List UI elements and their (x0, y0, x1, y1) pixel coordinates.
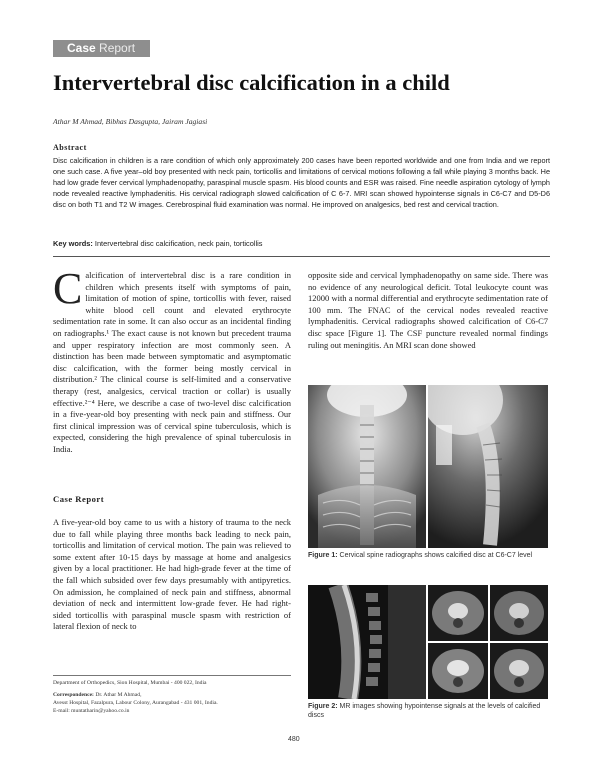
xray-ap-graphic (308, 385, 426, 548)
page-number: 480 (288, 736, 300, 743)
mri-axial-4-graphic (490, 643, 548, 699)
keywords (53, 239, 263, 248)
mri-sagittal-graphic (308, 585, 426, 699)
abstract-heading: Abstract (53, 143, 87, 152)
figure2-image-axial-1 (428, 585, 488, 641)
mri-axial-1-graphic (428, 585, 488, 641)
footnote-corr-label: Correspondence: (53, 692, 94, 698)
keywords-label: Key words: (53, 239, 93, 248)
keywords-text: Intervertebral disc calcification, neck pain, torticollis (92, 239, 263, 248)
footnote-corr-name: Dr. Athar M Ahmad, (93, 692, 142, 698)
drop-cap: C (53, 264, 83, 313)
figure1-label: Figure 1: (308, 552, 338, 559)
section-tag-bold: Case (67, 41, 96, 55)
figure2-image-axial-3 (428, 643, 488, 699)
authors: Athar M Ahmad, Bibhas Dasgupta, Jairam Jagiasi (53, 117, 208, 126)
figure1-image-ap (308, 385, 426, 548)
footnote-email: E-mail: muntatharin@yahoo.co.in (53, 708, 130, 714)
section-tag-light: Report (95, 41, 136, 55)
footnote-address: Avesst Hospital, Fazalpura, Labour Colony, Aurangabad - 431 001, India. (53, 700, 218, 706)
intro-paragraph (53, 264, 291, 456)
mri-axial-2-graphic (490, 585, 548, 641)
figure1-caption (308, 551, 548, 560)
article-title: Intervertebral disc calcification in a child (53, 70, 450, 95)
abstract-text: Disc calcification in children is a rare condition of which only approximately 200 cases have been reported worldwide and one from India and we report one such case. A five year–old boy presented with neck pain, torticollis and limitations of cervical motions following a fall while playing 3 months back. He had low grade fever cervical lymphadenopathy, paraspinal muscle spasm. His blood counts and ESR was raised. Fine needle aspiration cytology of lymph node revealed reactive lymphadenitis. His cervical radiograph slowed calcification of C 6-7. MRI scan showed hypointense signals in C6-C7 and D5-D6 disc on both T1 and T2 W images. Cerebrospinal fluid examination was normal. He improved on analgesics, bed rest and cervical traction. (53, 156, 550, 209)
case-report-heading: Case Report (53, 494, 105, 504)
figure2-image-axial-4 (490, 643, 548, 699)
case-report-text: A five-year-old boy came to us with a history of trauma to the neck due to fall while playing three months back leading to neck pain, torticollis and limitation of cervical motion. The pain was relieved to some extent after 10-15 days by massage at home and analgesics given by a local practitioner. He had high-grade fever at the time of the fall which subsided over few days presumably with antipyretics. On admission, he complained of neck pain and stiffness, abnormal deviation of neck and intermittent low-grade fever. He had right-sided torticollis with paraspinal muscle spasm with restriction of lateral flexion of neck to (53, 517, 291, 632)
intro-text: alcification of intervertebral disc is a rare condition in children which presents itself with symptoms of pain, limitation of motion of spine, torticollis with fever, raised white blood cell count and elevated erythrocyte sedimentation rate in some. It can also occur as an incidental finding on radiographs.¹ The exact cause is not known but precedent trauma and upper respiratory infection are most commonly seen. A distinction has been made between symptomatic and asymptomatic disc calcification, with the former being mostly cervical in distribution.² The clinical course is self-limited and a conservative therapy (rest, analgesics, cervical traction or collar) is usually effective.²⁻⁴ Here, we describe a case of two-level disc calcification in a five-year-old boy presenting with neck pain and stiffness. Our first clinical impression was of cervical spine tuberculosis, which is expected, considering the high prevalence of spinal tuberculosis in India. (53, 270, 291, 454)
section-tag (53, 40, 150, 57)
figure2-image-sagittal (308, 585, 426, 699)
figure1-image-lateral (428, 385, 548, 548)
footnote-affiliation: Department of Orthopedics, Sion Hospital, Mumbai - 400 022, India (53, 680, 207, 686)
footnote-correspondence (53, 691, 291, 699)
section-divider (53, 256, 550, 257)
figure2-image-axial-2 (490, 585, 548, 641)
figure2-label: Figure 2: (308, 703, 338, 710)
mri-axial-3-graphic (428, 643, 488, 699)
figure2-caption (308, 702, 548, 720)
figure1-caption-text: Cervical spine radiographs shows calcified disc at C6-C7 level (337, 552, 533, 559)
figure2-caption-text: MR images showing hypointense signals at the levels of calcified discs (308, 703, 541, 719)
footnote (53, 679, 291, 715)
column2-text: opposite side and cervical lymphadenopathy on same side. There was no evidence of any neurological deficit. Total leukocyte count was 12000 with a normal differential and erythrocyte sedimentation rate of 100 mm. The FNAC of the cervical nodes revealed reactive lymphadenitis. Cervical radiographs showed calcification of C6-C7 disc space [Figure 1]. The CSF puncture revealed normal findings ruling out meningitis. An MRI scan done showed (308, 270, 548, 350)
xray-lateral-graphic (428, 385, 548, 548)
footnote-divider (53, 675, 291, 676)
